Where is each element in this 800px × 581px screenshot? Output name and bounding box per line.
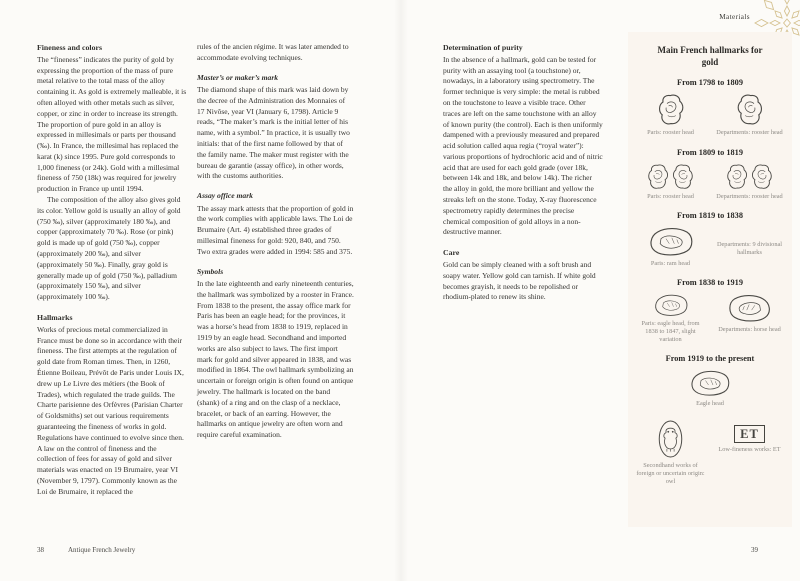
eagle-head-stamp-icon <box>689 370 731 397</box>
hallmark-caption: Paris: rooster head <box>647 129 694 137</box>
book-title: Antique French Jewelry <box>68 546 136 554</box>
hallmark-caption: Paris: eagle head, from 1838 to 1847, slight variation <box>641 319 700 344</box>
hallmark-row <box>636 227 784 268</box>
hallmark-row <box>636 370 784 408</box>
sidebar-title: Main French hallmarks for gold <box>657 45 763 67</box>
hallmark-row <box>636 294 784 345</box>
heading-fineness-and-colors: Fineness and colors <box>37 43 102 52</box>
heading-hallmarks: Hallmarks <box>37 313 73 323</box>
section-heading-1809-1819: From 1809 to 1819 <box>677 147 743 157</box>
hallmark-caption: Paris: rooster head <box>647 192 694 200</box>
hallmark-caption: Departments: rooster head <box>716 192 783 200</box>
paragraph: Gold can be simply cleaned with a soft brush and soapy water. Yellow gold can tarnish. If white gold becomes grayish, it needs to be repolished or rhodium-plated to renew its shine. <box>443 259 596 302</box>
rooster-head-stamp-icon <box>672 164 694 190</box>
hallmarks-sidebar <box>628 32 792 527</box>
hallmark-caption: Paris: ram head <box>650 259 691 267</box>
horse-head-stamp-icon <box>727 294 773 323</box>
ram-head-stamp-icon <box>647 227 695 257</box>
text-column-1 <box>37 42 187 507</box>
page-number-right: 39 <box>751 546 758 554</box>
hallmark-caption: Departments: rooster head <box>716 129 783 137</box>
rooster-head-stamp-icon <box>751 164 773 190</box>
hallmark-cell <box>636 94 705 137</box>
page-number-left: 38 <box>37 546 44 554</box>
heading-assay-office-mark: Assay office mark <box>197 191 253 201</box>
rooster-head-stamp-icon <box>736 94 764 126</box>
hallmark-row <box>636 419 784 487</box>
hallmark-caption: Secondhand works of foreign or uncertain origin: owl <box>636 461 705 485</box>
heading-care: Care <box>443 248 460 258</box>
section-heading-1798-1809: From 1798 to 1809 <box>677 78 743 88</box>
hallmark-caption: Low-fineness works: ET <box>718 446 781 454</box>
text-column-3 <box>443 42 603 312</box>
paragraph: rules of the ancien régime. It was later amended to accommodate evolving techniques. <box>197 42 349 62</box>
hallmark-caption: Departments: 9 divisional hallmarks <box>716 240 783 256</box>
hallmark-row <box>636 94 784 137</box>
paragraph: Works of precious metal commercialized in France must be done so in accordance with their fineness. The first attempts at the regulation of gold date from Roman times. Then, in 1260, Étienne Boileau, Prévôt de Paris under Louis IX, drew up Le Livre des métiers (the Book of Trades), which regulated the trade guilds. The Charte parisienne des Orfèvres (Parisian Charter of Goldsmiths) set out various requirements guaranteeing the fineness of works in gold. Regulations have continued to evolve since then. A law on the control of fineness and the collection of fees for assay of gold and silver materials was enacted on 19 Brumaire, year VI (November 9, 1797). Commonly known as the Loi de Brumaire, it replaced the <box>37 324 184 496</box>
hallmark-cell <box>636 164 705 201</box>
hallmark-caption: Eagle head <box>696 400 724 408</box>
hallmark-cell <box>715 227 784 257</box>
paragraph: The “fineness” indicates the purity of gold by expressing the proportion of the mass of pure metal relative to the total mass of the alloy containing it. As gold is extremely malleable, it is often alloyed with other metals such as silver, copper, or zinc in order to increase its strength. The proportion of pure gold in an alloy is expressed in millesimals or parts per thousand (‰). In France, the millesimal has replaced the karat (k) since 1995. Pure gold corresponds to 1,000 fineness (or 24k). Gold with a millesimal fineness of 750 (18k) was required for jewelry production in France up until 1994. <box>37 54 187 194</box>
running-head-materials: Materials <box>719 13 750 21</box>
text-column-2 <box>197 42 354 450</box>
rooster-head-stamp-icon <box>657 94 685 126</box>
hallmark-cell <box>636 370 784 408</box>
paragraph: The assay mark attests that the proportion of gold in the work complies with applicable laws. The Loi de Brumaire (Art. 4) established three grades of millesimal fineness for gold: 920, 840, and 750. Two extra grades were added in 1994: 585 and 375. <box>197 203 354 256</box>
owl-stamp-icon <box>657 419 684 459</box>
hallmark-cell <box>636 294 705 345</box>
hallmark-caption: Departments: horse head <box>718 325 781 333</box>
eagle-head-stamp-icon <box>653 294 689 317</box>
heading-determination-of-purity: Determination of purity <box>443 43 523 52</box>
section-heading-1819-1838: From 1819 to 1838 <box>677 210 743 220</box>
hallmark-cell <box>715 94 784 137</box>
hallmark-cell <box>715 164 784 201</box>
hallmark-cell <box>715 294 784 334</box>
hallmark-cell <box>636 419 705 487</box>
paragraph: In the absence of a hallmark, gold can be tested for purity with an assaying tool (a touchstone) or, nowadays, in a laboratory using spectrometry. The former technique is very simple: the metal is rubbed on the touchstone to leave a visible trace. Other traces are left on the same touchstone with an alloy of known purity (the control). Each is then uniformly dampened with a previously measured and prepared acid solution called aqua regia (“royal water”): various proportions of hydrochloric acid and of nitric acid that are used for each gold grade (over 18k, between 14k and 18k, and below 14k). The richer the alloy in gold, the more brilliant and yellow the streaks left on the stone. Today, X-ray fluorescence spectrometry rapidly determines the precise chemical composition of gold alloys in a non-destructive manner. <box>443 54 603 237</box>
hallmark-row <box>636 164 784 201</box>
page-gutter <box>394 0 408 581</box>
hallmark-cell <box>636 227 705 268</box>
heading-symbols: Symbols <box>197 266 224 276</box>
section-heading-1919-present: From 1919 to the present <box>665 354 755 364</box>
section-heading-1838-1919: From 1838 to 1919 <box>677 277 743 287</box>
rooster-head-stamp-icon <box>726 164 748 190</box>
rooster-head-stamp-icon <box>647 164 669 190</box>
et-stamp-icon: ET <box>734 425 765 444</box>
paragraph: The diamond shape of this mark was laid down by the decree of the Administration des Monnaies of 17 Nivôse, year VI (January 6, 1798). Article 9 reads, “The maker’s mark is the initial letter of his name, with a symbol.” In practice, it is usually two initials: that of the first name followed by that of the family name. The maker must register with the bureau de garantie (assay office), in other words, with the customs authorities. <box>197 85 350 181</box>
heading-masters-mark: Master’s or maker’s mark <box>197 72 279 82</box>
hallmark-cell <box>715 419 784 455</box>
paragraph: The composition of the alloy also gives gold its color. Yellow gold is usually an alloy of gold (750 ‰), silver (approximately 180 ‰), and copper (approximately 70 ‰). Rose (or pink) gold is made up of gold (750 ‰), copper (approximately 200 ‰), and silver (approximately 50 ‰). Finally, gray gold is generally made up of gold (750 ‰), palladium (approximately 150 ‰), and silver (approximately 100 ‰). <box>37 195 181 302</box>
paragraph: In the late eighteenth and early nineteenth centuries, the hallmark was symbolized by a rooster in France. From 1838 to the present, the assay office mark for Paris has been an eagle head; for the provinces, it was a horse’s head from 1838 to 1919, replaced in 1919 by an eagle head. Secondhand and imported works are also subject to laws. The first import mark for gold and silver appeared in 1838, and was modified in 1864. The owl hallmark symbolizing an uncertain or foreign origin is often found on antique jewelry. The hallmark is located on the band (shank) of a ring and on the clasp of a necklace, bracelet, or back of an earring. However, the hallmarks on antique jewelry are often worn and require careful examination. <box>197 279 354 440</box>
